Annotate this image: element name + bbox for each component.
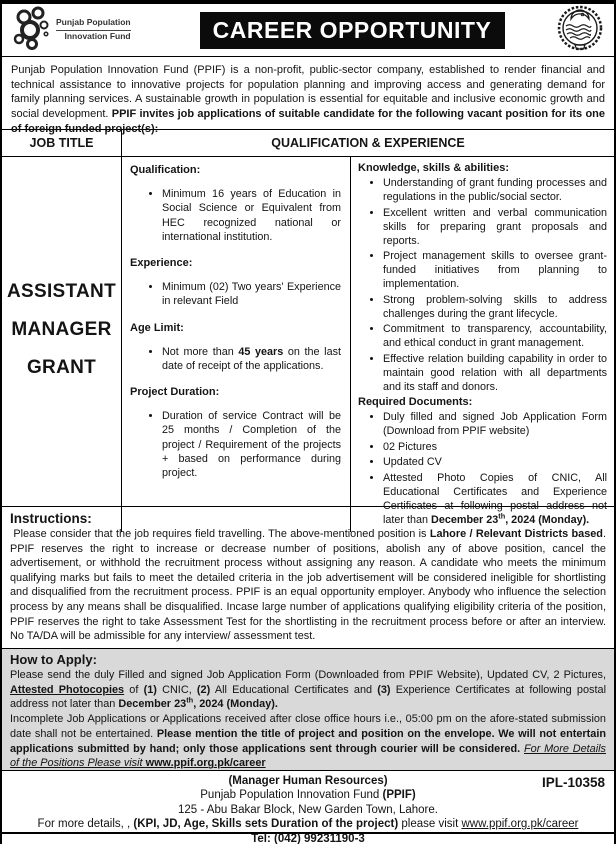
text-run: th xyxy=(186,695,194,705)
text-run: December 23 xyxy=(118,698,187,711)
text-run: Duration of service Contract will be 25 months / Completion of the project / Requirement of the projects + based on performance during project. xyxy=(162,410,341,479)
header xyxy=(2,4,614,56)
text-run: Updated CV xyxy=(383,456,442,469)
text-run: Understanding of grant funding processes and regulations in the public/social sector. xyxy=(383,177,607,204)
text-run: All Educational Certificates and xyxy=(210,683,378,696)
text-run: th xyxy=(498,511,506,521)
bullet-list xyxy=(130,345,341,374)
bullet-item xyxy=(383,322,607,350)
bullet-item xyxy=(383,471,607,527)
section-heading: Age Limit: xyxy=(130,321,184,334)
text-run: please visit xyxy=(398,818,462,831)
section-heading: Required Documents: xyxy=(358,395,473,408)
job-title-line: MANAGER xyxy=(11,318,112,340)
text-run: Incomplete Job Applications or Applications received after close office hours i.e., 05:00 pm on the afore-stated submission date shall not be entertained. xyxy=(10,713,606,740)
government-of-punjab-crest-icon xyxy=(556,3,604,58)
bullet-item xyxy=(383,440,607,454)
experience-section xyxy=(130,257,341,309)
text-run: Strong problem-solving skills to address challenges during the grant lifecycle. xyxy=(383,293,607,320)
text-run: Commitment to transparency, accountability, and ethical conduct in grant management. xyxy=(383,323,607,350)
text-run: Minimum 16 years of Education in Social Science or Equivalent from HEC recognized national or international institution. xyxy=(162,188,341,243)
qualification-column-cell xyxy=(122,157,351,532)
text-run: December 23 xyxy=(431,513,499,526)
text-run: Please consider that the job requires field travelling. The above-mentioned position is xyxy=(13,528,430,540)
text-run: Attested Photo Copies of CNIC, All Educational Certificates and Experience Certificates at following postal address not later than xyxy=(383,471,607,526)
bullet-list xyxy=(358,176,607,394)
text-run: Excellent written and verbal communication skills for preparing grant proposals and reports. xyxy=(383,206,607,247)
crest-container xyxy=(544,3,604,58)
bullet-item xyxy=(383,352,607,394)
text-run: Minimum (02) Two years' Experience in relevant Field xyxy=(162,281,341,308)
project-duration-section xyxy=(130,386,341,480)
ppif-logo xyxy=(10,6,160,55)
job-title-line: ASSISTANT xyxy=(7,280,116,302)
bullet-item xyxy=(162,345,341,374)
text-run: Please send the duly Filled and signed Job Application Form (Downloaded from PPIF Website), Updated CV, 2 Pictures, xyxy=(10,669,606,681)
text-run: For More Details of the Positions Please visit xyxy=(10,742,606,770)
text-run: Lahore / Relevant Districts based xyxy=(429,528,603,540)
intro-paragraph xyxy=(2,56,614,135)
text-run: Not more than xyxy=(162,345,239,358)
text-run: on the last date of receipt of the applications. xyxy=(162,345,341,372)
text-run: , 2024 (Monday). xyxy=(193,698,278,711)
section-heading: Knowledge, skills & abilities: xyxy=(358,162,509,174)
text-run: www.ppif.org.pk/career xyxy=(461,818,579,831)
instructions-section xyxy=(2,507,614,648)
qualification-experience-header-cell: QUALIFICATION & EXPERIENCE xyxy=(122,130,614,157)
how-to-apply-paragraph-2 xyxy=(10,712,606,771)
text-run: of xyxy=(124,683,144,696)
text-run: Punjab Population Innovation Fund xyxy=(200,789,383,802)
bullet-list xyxy=(130,409,341,480)
bullet-item xyxy=(383,293,607,321)
bullet-item xyxy=(162,409,341,480)
text-run: Effective relation building capability in order to maintain good relation with all departments and its staff and donors. xyxy=(383,352,607,393)
bullet-list xyxy=(130,280,341,309)
bullet-list xyxy=(130,187,341,244)
text-run: 45 years xyxy=(238,345,284,358)
organization-line xyxy=(10,788,606,802)
text-run: Project management skills to oversee grant-funded initiatives from planning to implementation. xyxy=(383,250,607,291)
required-documents-section xyxy=(358,396,607,527)
job-title-cell xyxy=(2,157,122,532)
knowledge-skills-section xyxy=(358,162,607,394)
bullet-item xyxy=(383,410,607,438)
career-opportunity-banner xyxy=(200,12,505,49)
banner-title: CAREER OPPORTUNITY xyxy=(212,16,492,43)
section-heading: Experience: xyxy=(130,257,193,269)
bullet-list xyxy=(358,410,607,527)
how-to-apply-paragraph-1 xyxy=(10,668,606,712)
section-heading: Qualification: xyxy=(130,164,201,176)
logo-text-line1: Punjab Population xyxy=(56,17,131,31)
signatory-line: (Manager Human Resources) xyxy=(228,775,388,787)
bullet-item xyxy=(162,280,341,309)
how-to-apply-section xyxy=(2,648,614,770)
text-run: (2) xyxy=(196,683,211,696)
section-heading: Project Duration: xyxy=(130,386,220,398)
bullet-item xyxy=(383,206,607,248)
how-to-apply-heading: How to Apply: xyxy=(10,652,97,667)
text-run: Punjab Population Innovation Fund (PPIF) is a non-profit, public-sector company, established to render financial and technical assistance to innovative projects for population planning and improving access and generating demand for family planning services. A sustainable growth in population is essential for equitable and inclusive economic growth and social development. xyxy=(11,64,605,120)
bullet-item xyxy=(383,455,607,469)
age-limit-section xyxy=(130,322,341,374)
instructions-body xyxy=(10,527,606,644)
qualification-section xyxy=(130,164,341,244)
logo-text-line2: Innovation Fund xyxy=(64,31,131,41)
text-run: www.ppif.org.pk/career xyxy=(145,757,266,770)
footer xyxy=(2,770,614,844)
bullet-item xyxy=(383,249,607,291)
text-run: , 2024 (Monday). xyxy=(505,513,590,526)
telephone-line: Tel: (042) 99231190-3 xyxy=(251,832,365,844)
address-line: 125 - Abu Bakar Block, New Garden Town, Lahore. xyxy=(178,803,438,816)
ipl-code: IPL-10358 xyxy=(541,775,605,790)
text-run: . PPIF reserves the right to increase or decrease number of positions, abolish any of above position, cancel the advertisement, or withhold the recruitment process without assigning any reason. A candidate who meets the minimum qualifying marks but fails to meet the detailed criteria in the job advertisement will be considered ineligible for shortlisting and disqualified from the recruitment process. PPIF is an equal opportunity employer. Anybody who influence the selection process by any means shall be disqualified. Incase large number of applications qualifying eligibility criteria of the position, PPIF reserves the right to take Assessment Test for the shortlisting in the recruitment process before or after an interview. No TA/DA will be admissible for any interview/ assessment test. xyxy=(10,528,606,643)
bullet-item xyxy=(383,176,607,204)
knowledge-documents-column-cell xyxy=(351,157,614,532)
text-run: PPIF invites job applications of suitable candidate for the following vacant position for its one of foreign funded project(s): xyxy=(11,107,605,135)
text-run: (PPIF) xyxy=(382,789,416,802)
job-title-line: GRANT xyxy=(26,356,97,378)
text-run: (3) xyxy=(377,683,391,696)
ppif-circles-logo-icon xyxy=(10,6,52,55)
text-run: (KPI, JD, Age, Skills sets Duration of the project) xyxy=(133,818,399,831)
text-run: For more details, , xyxy=(37,818,134,831)
text-run: Duly filled and signed Job Application Form (Download from PPIF website) xyxy=(383,410,607,437)
ppif-logo-text xyxy=(56,17,131,43)
bullet-item xyxy=(162,187,341,244)
details-line xyxy=(10,817,606,831)
job-title-header-cell: JOB TITLE xyxy=(2,130,122,157)
text-run: Experience Certificates at following postal address not later than xyxy=(10,683,606,711)
text-run: (1) xyxy=(143,683,157,696)
text-run: CNIC, xyxy=(156,683,197,696)
text-run: Attested Photocopies xyxy=(10,683,125,696)
text-run: 02 Pictures xyxy=(383,440,438,453)
instructions-heading: Instructions: xyxy=(10,511,92,526)
text-run: Please mention the title of project and position on the envelope. We will not entertain applications submitted by hand; only those applications sent through courier will be considered. xyxy=(10,727,607,755)
